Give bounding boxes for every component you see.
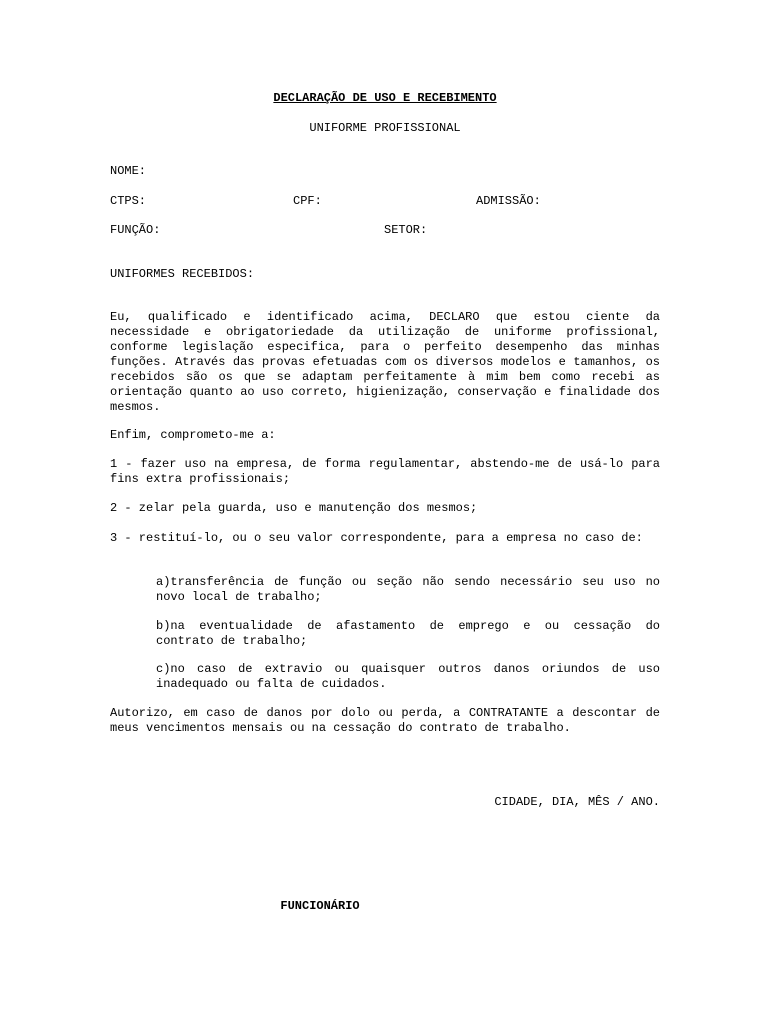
case-item: a)transferência de função ou seção não sendo necessário seu uso no novo local de trabalho; [156,575,660,604]
field-cpf: CPF: [293,194,322,208]
field-setor: SETOR: [384,223,428,237]
place-date: CIDADE, DIA, MÊS / ANO. [494,795,660,809]
commitment-intro: Enfim, comprometo-me a: [110,428,276,442]
commitment-item: 1 - fazer uso na empresa, de forma regulamentar, abstendo-me de usá-lo para fins extra profissionais; [110,457,660,486]
authorization-paragraph: Autorizo, em caso de danos por dolo ou perda, a CONTRATANTE a descontar de meus vencimentos mensais ou na cessação do contrato de trabalho. [110,706,660,735]
field-funcao: FUNÇÃO: [110,223,161,237]
document-title: DECLARAÇÃO DE USO E RECEBIMENTO [273,91,497,105]
signature-label: FUNCIONÁRIO [280,899,360,913]
case-item: c)no caso de extravio ou quaisquer outros danos oriundos de uso inadequado ou falta de cuidados. [156,662,660,691]
document-subtitle: UNIFORME PROFISSIONAL [309,121,461,135]
declaration-paragraph: Eu, qualificado e identificado acima, DECLARO que estou ciente da necessidade e obrigatoriedade da utilização de uniforme profissional, conforme legislação especifica, para o perfeito desempenho das minhas funções. Através das provas efetuadas com os diversos modelos e tamanhos, os recebidos são os que se adaptam perfeitamente à mim bem como recebi as orientação quanto ao uso correto, higienização, conservação e finalidade dos mesmos. [110,310,660,414]
commitment-item: 3 - restituí-lo, ou o seu valor correspondente, para a empresa no caso de: [110,531,643,545]
field-admissao: ADMISSÃO: [476,194,541,208]
document-page [110,0,660,1024]
case-item: b)na eventualidade de afastamento de emprego e ou cessação do contrato de trabalho; [156,619,660,648]
commitment-item: 2 - zelar pela guarda, uso e manutenção dos mesmos; [110,501,478,515]
field-nome: NOME: [110,164,147,178]
field-uniformes: UNIFORMES RECEBIDOS: [110,267,255,281]
field-ctps: CTPS: [110,194,147,208]
